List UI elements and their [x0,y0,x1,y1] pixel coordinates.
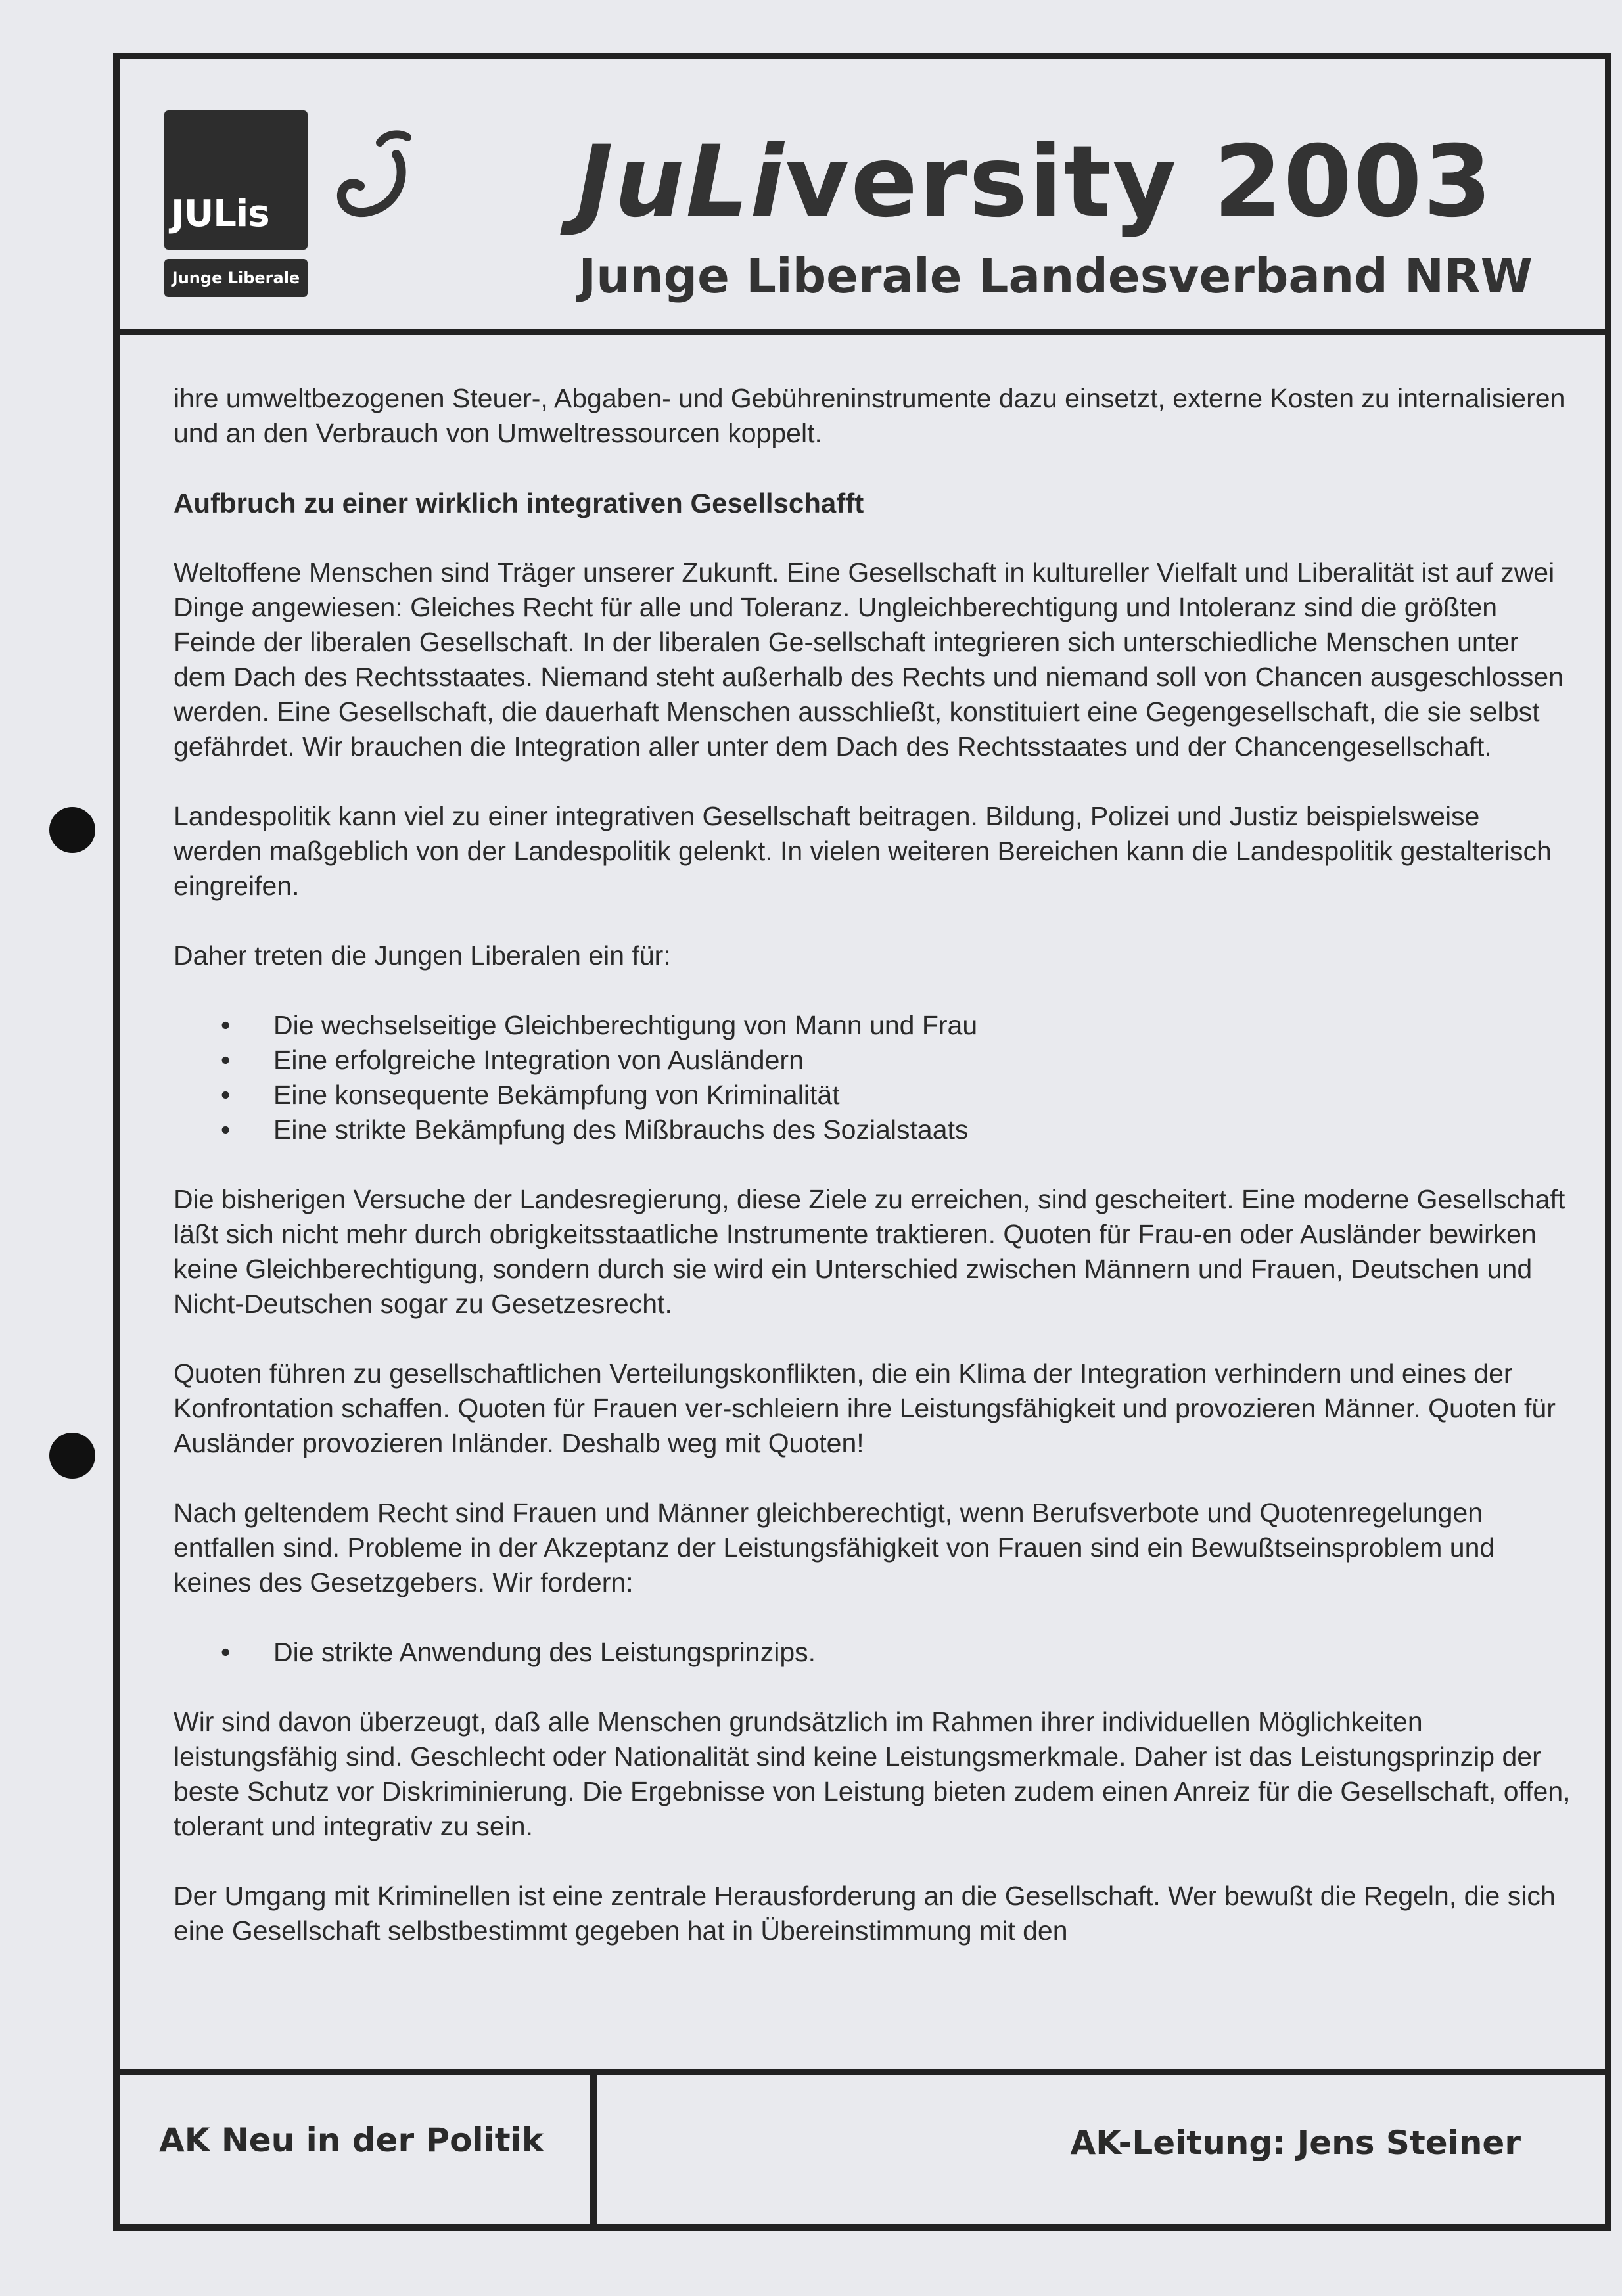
page-frame [113,53,1611,2231]
list-item: • Eine erfolgreiche Integration von Ausländern [273,1043,1573,1078]
title-part-versity: versity 2003 [785,125,1493,239]
punch-hole-top [49,807,95,853]
paragraph: Quoten führen zu gesellschaftlichen Verteilungskonflikten, die ein Klima der Integration verhindern und eines der Konfrontation schaffen. Quoten für Frauen ver-schleiern ihre Leistungsfähigkeit und provozieren Männer. Quoten für Ausländer provozieren Inländer. Deshalb weg mit Quoten! [174,1358,1556,1458]
paragraph: Daher treten die Jungen Liberalen ein für: [174,940,671,971]
page-subtitle: Junge Liberale Landesverband NRW [578,248,1533,304]
paragraph: Die bisherigen Versuche der Landesregierung, diese Ziele zu erreichen, sind gescheitert. Eine moderne Gesellschaft läßt sich nicht mehr durch obrigkeitsstaatliche Instrumente traktieren. Quoten für Frau-en oder Ausländer bewirken keine Gleichberechtigung, sondern durch sie wird ein Unterschied zwischen Männern und Frauen, Deutschen und Nicht-Deutschen sogar zu Gesetzesrecht. [174,1184,1565,1319]
paragraph: ihre umweltbezogenen Steuer-, Abgaben- und Gebühreninstrumente dazu einsetzt, externe Kosten zu internalisieren und an den Verbrauch von Umweltressourcen koppelt. [174,383,1565,448]
list-item: • Eine strikte Bekämpfung des Mißbrauchs des Sozialstaats [273,1113,1573,1147]
bullet-list [174,1008,1573,1147]
paragraph: Nach geltendem Recht sind Frauen und Männer gleichberechtigt, wenn Berufsverbote und Quotenregelungen entfallen sind. Probleme in der Akzeptanz der Leistungsfähigkeit von Frauen sind ein Bewußtseinsproblem und keines des Gesetzgebers. Wir fordern: [174,1498,1495,1597]
list-item: • Eine konsequente Bekämpfung von Kriminalität [273,1078,1573,1113]
logo-subtext: Junge Liberale [164,259,308,297]
section-heading: Aufbruch zu einer wirklich integrativen Gesellschafft [174,488,864,518]
list-item: • Die wechselseitige Gleichberechtigung von Mann und Frau [273,1008,1573,1043]
logo-main-block [164,110,308,250]
footer-rule [120,2069,1605,2075]
title-part-juli: JuLi [576,125,785,239]
bullet-list [174,1635,1573,1670]
paragraph: Wir sind davon überzeugt, daß alle Menschen grundsätzlich im Rahmen ihrer individuellen Möglichkeiten leistungsfähig sind. Geschlecht oder Nationalität sind keine Leistungsmerkmale. Daher ist das Leistungsprinzip der beste Schutz vor Diskriminierung. Die Ergebnisse von Leistung bieten zudem einen Anreiz für die Gesellschaft, offen, tolerant und integrativ zu sein. [174,1707,1571,1841]
julis-logo [164,110,308,305]
punch-hole-bottom [49,1433,95,1479]
paragraph: Weltoffene Menschen sind Träger unserer Zukunft. Eine Gesellschaft in kultureller Vielfalt und Liberalität ist auf zwei Dinge angewiesen: Gleiches Recht für alle und Toleranz. Ungleichberechtigung und Intoleranz sind die größten Feinde der liberalen Gesellschaft. In der liberalen Ge-sellschaft integrieren sich unterschiedliche Menschen unter dem Dach des Rechtsstaates. Niemand steht außerhalb des Rechts und niemand soll von Chancen ausgeschlossen werden. Eine Gesellschaft, die dauerhaft Menschen ausschließt, konstituiert eine Gegengesellschaft, die sie selbst gefährdet. Wir brauchen die Integration aller unter dem Dach des Rechtsstaates und der Chancengesellschaft. [174,557,1564,762]
paragraph: Landespolitik kann viel zu einer integrativen Gesellschaft beitragen. Bildung, Polizei und Justiz beispielsweise werden maßgeblich von der Landespolitik gelenkt. In vielen weiteren Bereichen kann die Landespolitik gestalterisch eingreifen. [174,801,1552,901]
page-title [576,125,1493,239]
paragraph: Der Umgang mit Kriminellen ist eine zentrale Herausforderung an die Gesellschaft. Wer bewußt die Regeln, die sich eine Gesellschaft selbstbestimmt gegeben hat in Übereinstimmung mit den [174,1881,1556,1946]
footer-leader: AK-Leitung: Jens Steiner [1070,2124,1521,2162]
content [174,381,1573,1983]
swoosh-icon [334,128,426,227]
list-item: • Die strikte Anwendung des Leistungsprinzips. [273,1635,1573,1670]
footer-working-group: AK Neu in der Politik [159,2121,544,2159]
footer-divider [590,2069,597,2226]
logo-text: JULis [171,193,269,235]
header [120,59,1605,335]
